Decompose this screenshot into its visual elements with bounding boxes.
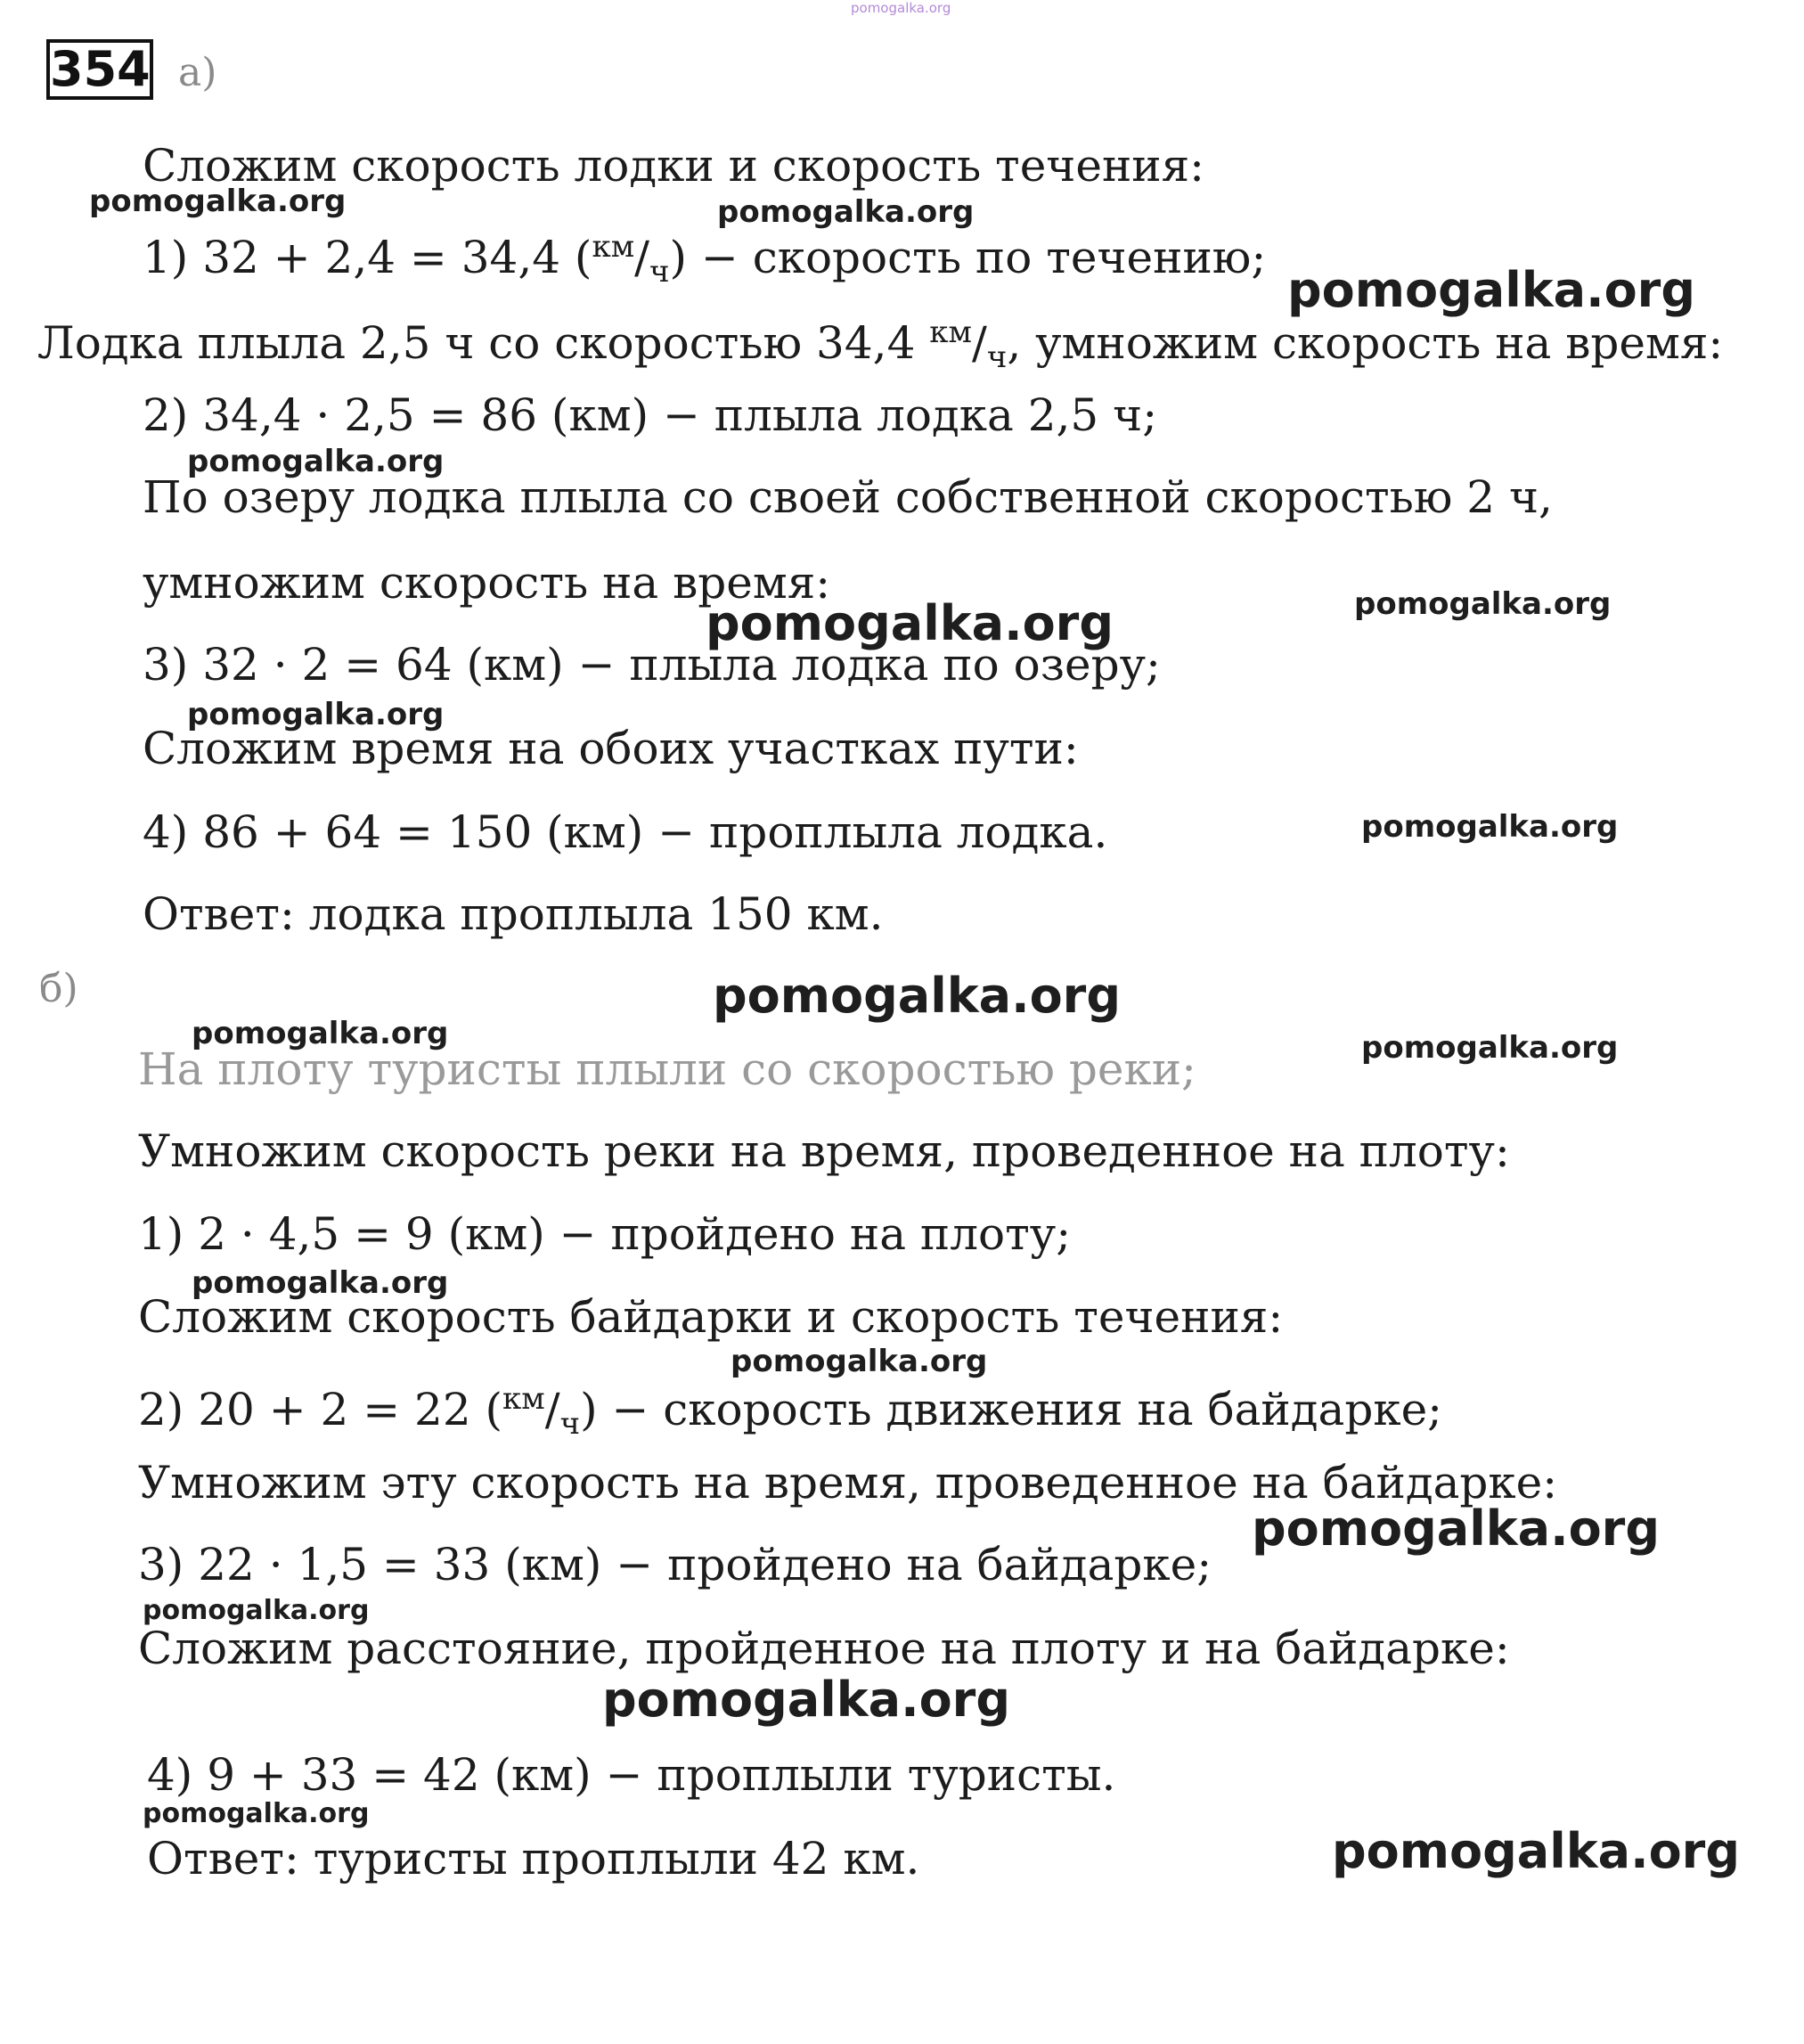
part-a-line-6: умножим скорость на время: bbox=[143, 557, 831, 609]
watermark: pomogalka.org bbox=[1354, 586, 1612, 622]
part-a-line-3: Лодка плыла 2,5 ч со скоростью 34,4 $^{км}/_ч$, умножим скорость на время: bbox=[37, 306, 1723, 384]
watermark-top: pomogalka.org bbox=[851, 0, 951, 16]
part-a-line-8: Сложим время на обоих участках пути: bbox=[143, 723, 1079, 774]
watermark: pomogalka.org bbox=[1361, 809, 1619, 845]
part-a-line-4: 2) 34,4 · 2,5 = 86 (км) − плыла лодка 2,5 ч; bbox=[143, 389, 1158, 441]
watermark: pomogalka.org bbox=[1332, 1823, 1740, 1879]
part-a-answer: Ответ: лодка проплыла 150 км. bbox=[143, 888, 884, 940]
part-b-line-1: На плоту туристы плыли со скоростью реки; bbox=[138, 1043, 1196, 1095]
part-b-line-6: Умножим эту скорость на время, проведенное на байдарке: bbox=[138, 1457, 1558, 1508]
unit-kmh: $^{км}/_ч$ bbox=[592, 229, 670, 290]
watermark: pomogalka.org bbox=[143, 1595, 370, 1626]
part-a-line-7: 3) 32 · 2 = 64 (км) − плыла лодка по озеру; bbox=[143, 639, 1161, 691]
unit-kmh: $^{км}/_ч$ bbox=[929, 315, 1008, 375]
watermark: pomogalka.org bbox=[1252, 1500, 1660, 1557]
part-b-line-5: 2) 20 + 2 = 22 $(^{км}/_ч)$ − скорость движения на байдарке; bbox=[138, 1372, 1442, 1451]
part-a-line-9: 4) 86 + 64 = 150 (км) − проплыла лодка. bbox=[143, 806, 1108, 858]
watermark: pomogalka.org bbox=[187, 444, 445, 479]
part-b-line-8: Сложим расстояние, пройденное на плоту и на байдарке: bbox=[138, 1623, 1510, 1674]
watermark: pomogalka.org bbox=[187, 697, 445, 732]
watermark: pomogalka.org bbox=[89, 184, 347, 219]
watermark: pomogalka.org bbox=[192, 1016, 449, 1051]
watermark: pomogalka.org bbox=[1287, 262, 1695, 318]
part-a-line-2: 1) 32 + 2,4 = 34,4 $(^{км}/_ч)$ − скорость по течению; bbox=[143, 220, 1266, 298]
part-b-line-7: 3) 22 · 1,5 = 33 (км) − пройдено на байдарке; bbox=[138, 1539, 1212, 1590]
part-a-line-1: Сложим скорость лодки и скорость течения: bbox=[143, 140, 1204, 192]
part-a-line-5: По озеру лодка плыла со своей собственной скоростью 2 ч, bbox=[143, 471, 1553, 523]
watermark: pomogalka.org bbox=[717, 194, 975, 230]
watermark: pomogalka.org bbox=[706, 595, 1114, 651]
unit-kmh: $^{км}/_ч$ bbox=[502, 1381, 581, 1442]
watermark: pomogalka.org bbox=[143, 1798, 370, 1829]
watermark: pomogalka.org bbox=[1361, 1030, 1619, 1066]
part-b-answer: Ответ: туристы проплыли 42 км. bbox=[147, 1833, 920, 1885]
part-b-line-4: Сложим скорость байдарки и скорость течения: bbox=[138, 1291, 1284, 1343]
watermark: pomogalka.org bbox=[713, 968, 1121, 1024]
watermark: pomogalka.org bbox=[731, 1344, 988, 1379]
watermark: pomogalka.org bbox=[192, 1265, 449, 1301]
problem-number: 354 bbox=[46, 39, 153, 100]
part-a-label: а) bbox=[178, 50, 217, 95]
part-b-label: б) bbox=[39, 966, 78, 1011]
part-b-line-2: Умножим скорость реки на время, проведенное на плоту: bbox=[138, 1125, 1510, 1177]
part-b-line-3: 1) 2 · 4,5 = 9 (км) − пройдено на плоту; bbox=[138, 1208, 1072, 1260]
watermark: pomogalka.org bbox=[602, 1672, 1010, 1728]
part-b-line-9: 4) 9 + 33 = 42 (км) − проплыли туристы. bbox=[147, 1749, 1116, 1801]
